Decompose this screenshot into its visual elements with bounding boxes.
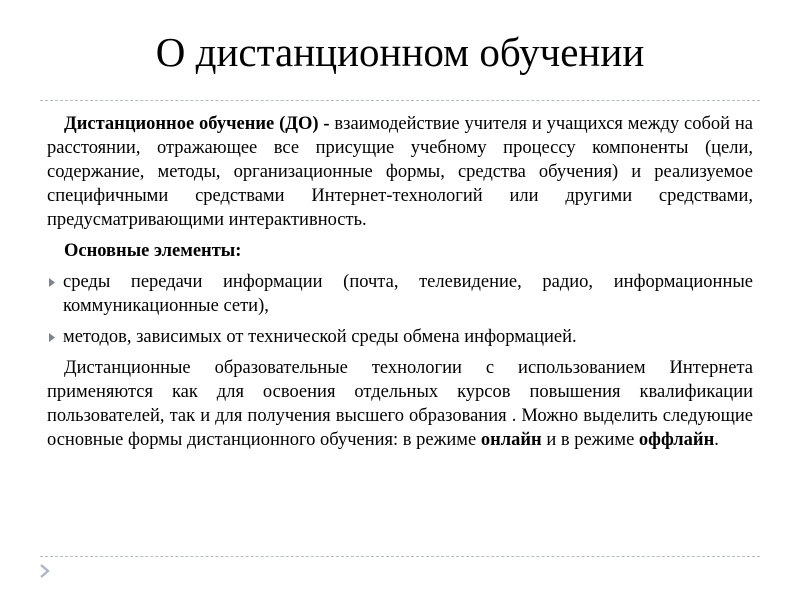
- bullet-text: среды передачи информации (почта, телевидение, радио, информационные коммуникационные сети),: [63, 272, 753, 316]
- top-divider: [40, 100, 760, 101]
- slide-body: [47, 112, 753, 459]
- closing-paragraph: [47, 356, 753, 452]
- closing-text-middle: и в режиме: [541, 430, 639, 450]
- closing-text-end: .: [714, 430, 719, 450]
- closing-text-before: Дистанционные образовательные технологии с использованием Интернета применяются как для освоения отдельных курсов повышения квалификации пользователей, так и для получения высшего образования . Можно выделить следующие основные формы дистанционного обучения: в режиме: [47, 358, 753, 450]
- triangle-bullet-icon: [47, 270, 63, 294]
- intro-definition: взаимодействие учителя и учащихся между собой на расстоянии, отражающее все присущие учебному процессу компоненты (цели, содержание, методы, организационные формы, средства обучения) и реализуемое специфичными средствами Интернет-технологий или другими средствами, предусматривающими интерактивность.: [47, 114, 753, 230]
- slide-nav-arrow-icon[interactable]: [38, 564, 52, 578]
- intro-term: Дистанционное обучение (ДО) -: [64, 114, 330, 134]
- elements-heading: Основные элементы:: [64, 241, 242, 261]
- bullet-text: методов, зависимых от технической среды обмена информацией.: [63, 327, 577, 347]
- online-term: онлайн: [480, 430, 542, 450]
- intro-paragraph: [47, 112, 753, 232]
- bullet-item: [47, 325, 753, 349]
- slide-title: О дистанционном обучении: [155, 29, 645, 75]
- offline-term: оффлайн: [638, 430, 715, 450]
- bottom-divider: [40, 556, 760, 557]
- bullet-item: [47, 270, 753, 318]
- triangle-bullet-icon: [47, 325, 63, 349]
